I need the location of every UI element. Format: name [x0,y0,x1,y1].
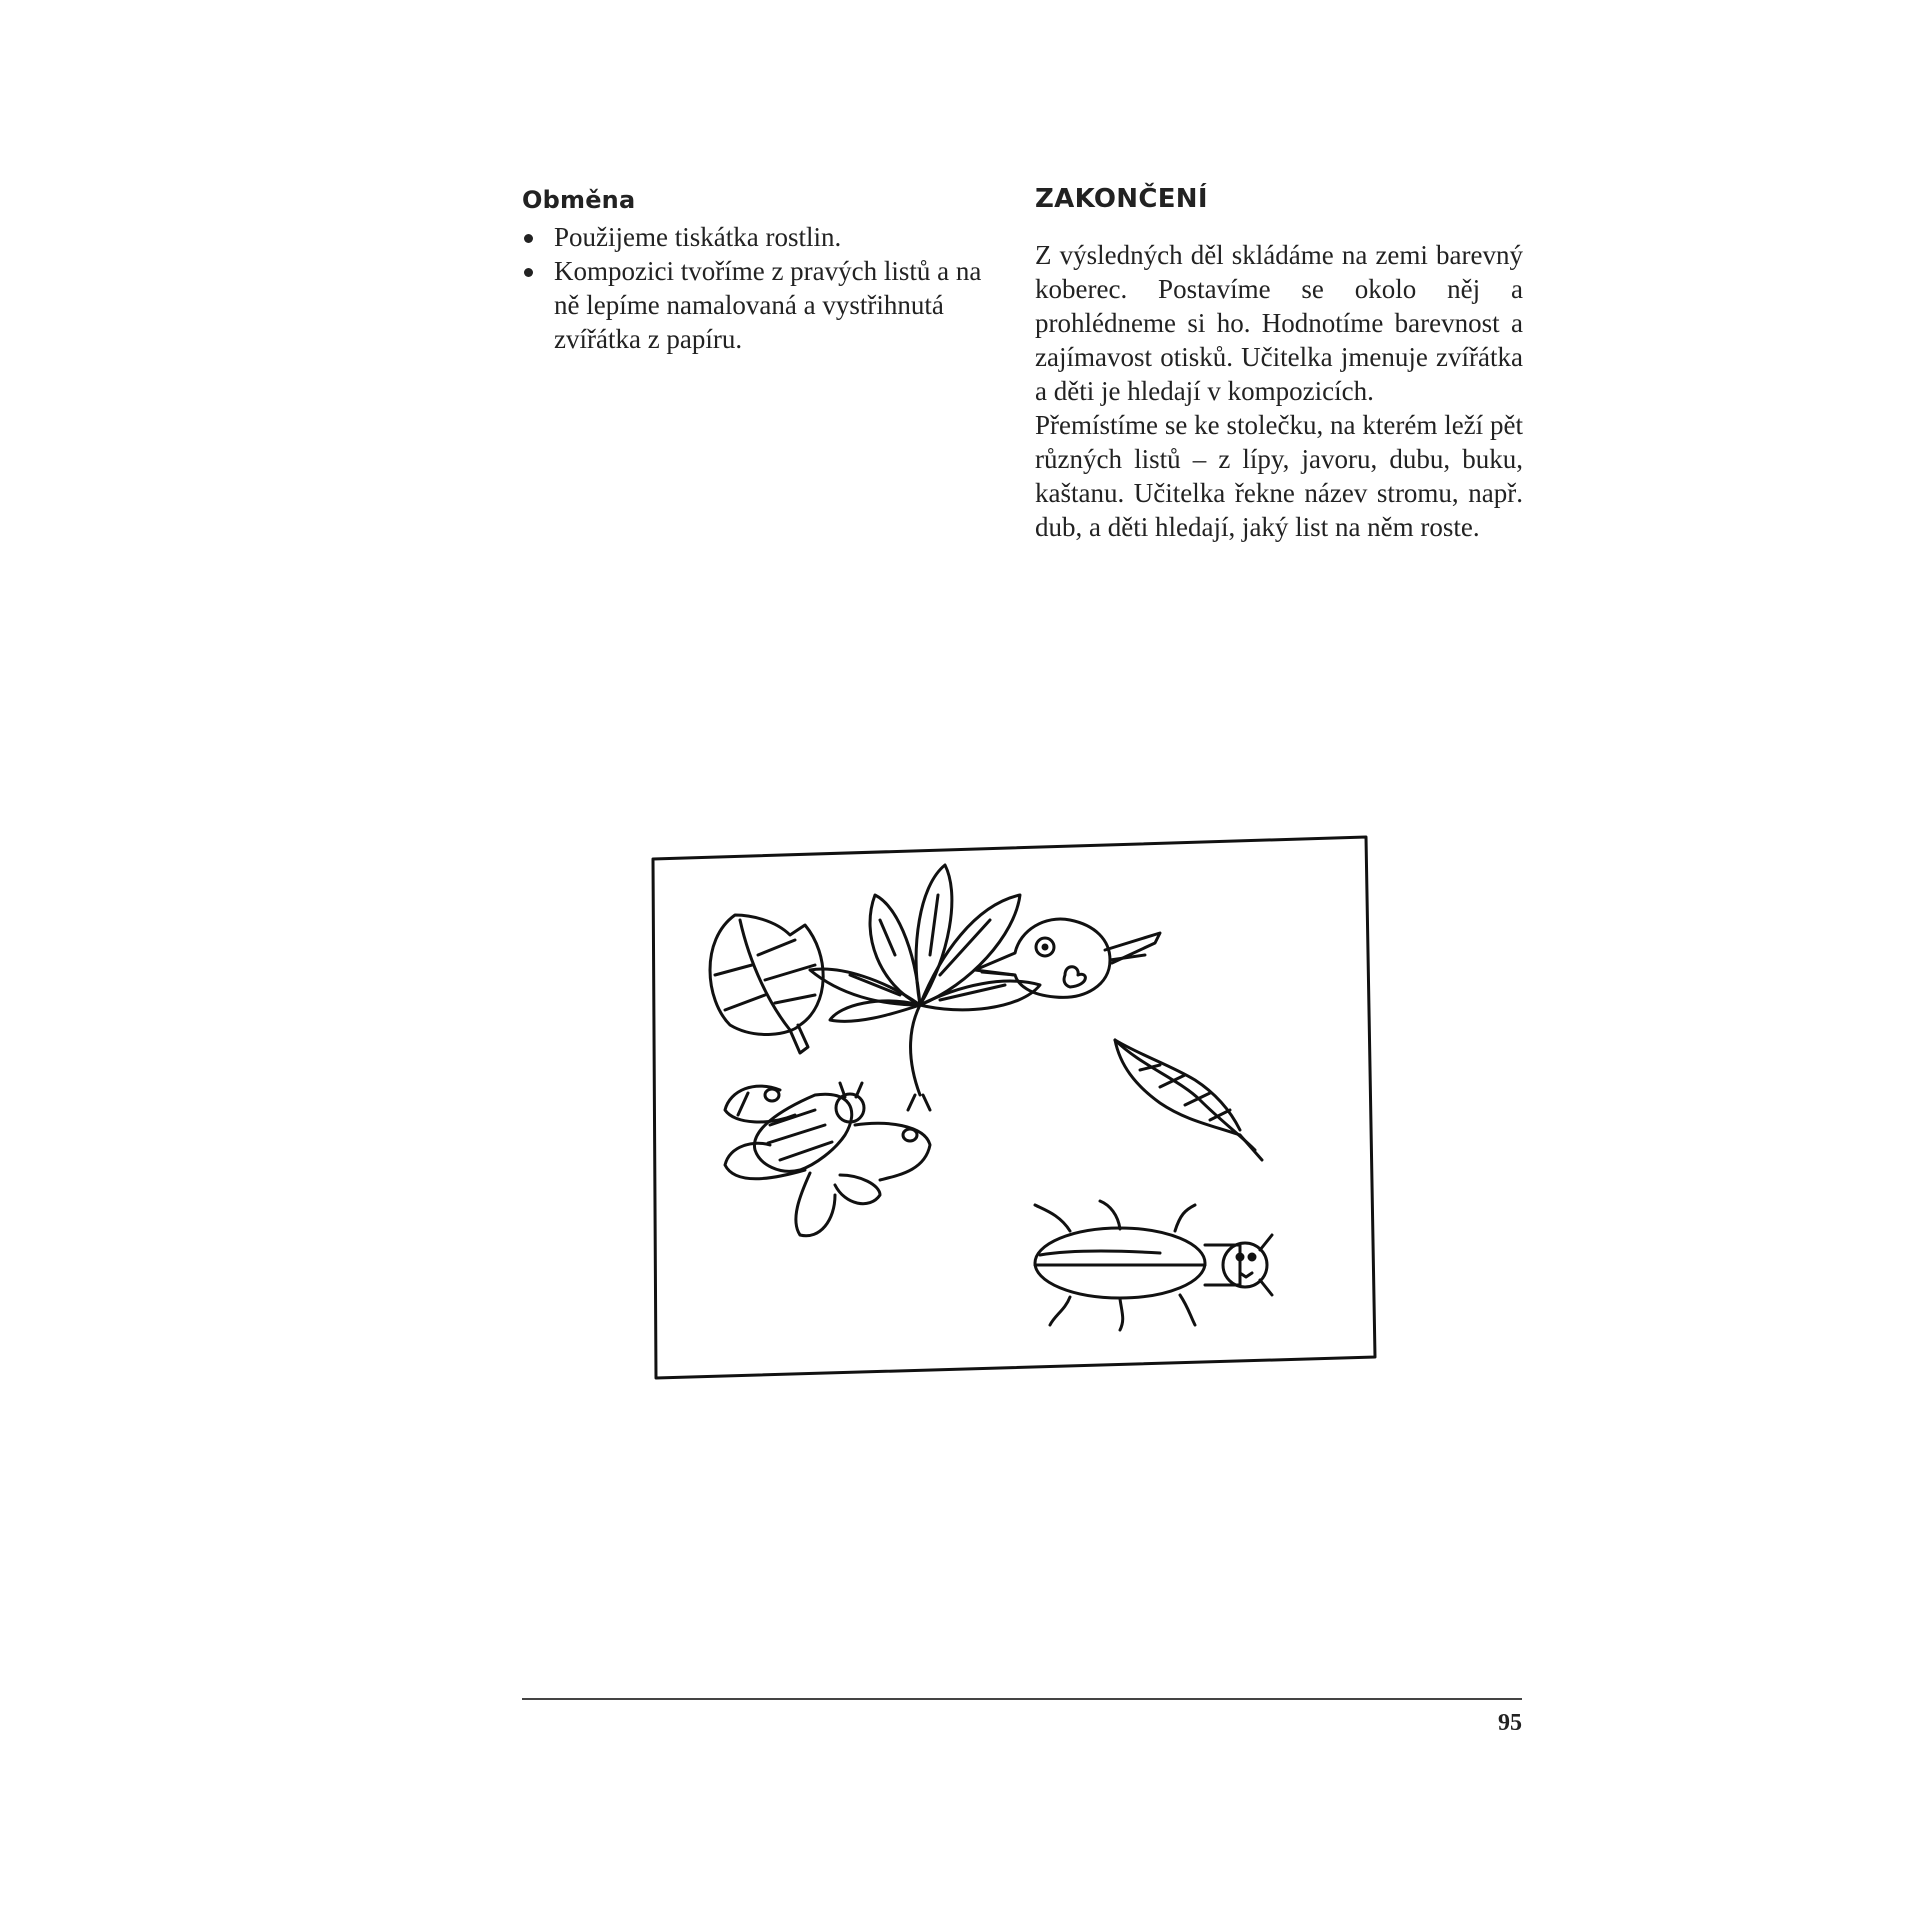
page-number: 95 [1498,1710,1522,1736]
butterfly-icon [725,1083,930,1236]
conclusion-section [1035,182,1523,544]
list-item-text: Použijeme tiskátka rostlin. [554,222,842,252]
list-item [522,254,992,356]
variation-section [522,182,992,356]
bullet-icon [524,234,533,243]
variation-list [522,220,992,356]
beetle-icon [1035,1201,1272,1330]
list-item-text: Kompozici tvoříme z pravých listů a na ně lepíme namalovaná a vystřihnutá zvířátka z papíru. [554,256,982,354]
list-item [522,220,992,254]
illustration-composition [640,825,1400,1385]
conclusion-paragraph-2: Přemístíme se ke stolečku, na kterém leží pět různých listů – z lípy, javoru, dubu, buku, kaštanu. Učitelka řekne název stromu, např. dub, a děti hledají, jaký list na něm roste. [1035,410,1523,542]
linden-leaf-icon [710,915,823,1053]
feather-leaf-icon [1115,1040,1262,1160]
bullet-icon [524,268,533,277]
footer-divider [522,1698,1522,1700]
conclusion-heading: ZAKONČENÍ [1035,184,1208,214]
variation-heading: Obměna [522,186,636,214]
maple-leaf-icon [810,865,1040,1110]
conclusion-paragraph-1: Z výsledných děl skládáme na zemi barevný koberec. Postavíme se okolo něj a prohlédneme si ho. Hodnotíme barevnost a zajímavost otisků. Učitelka jmenuje zvířátka a děti je hledají v kompozicích. [1035,240,1523,406]
